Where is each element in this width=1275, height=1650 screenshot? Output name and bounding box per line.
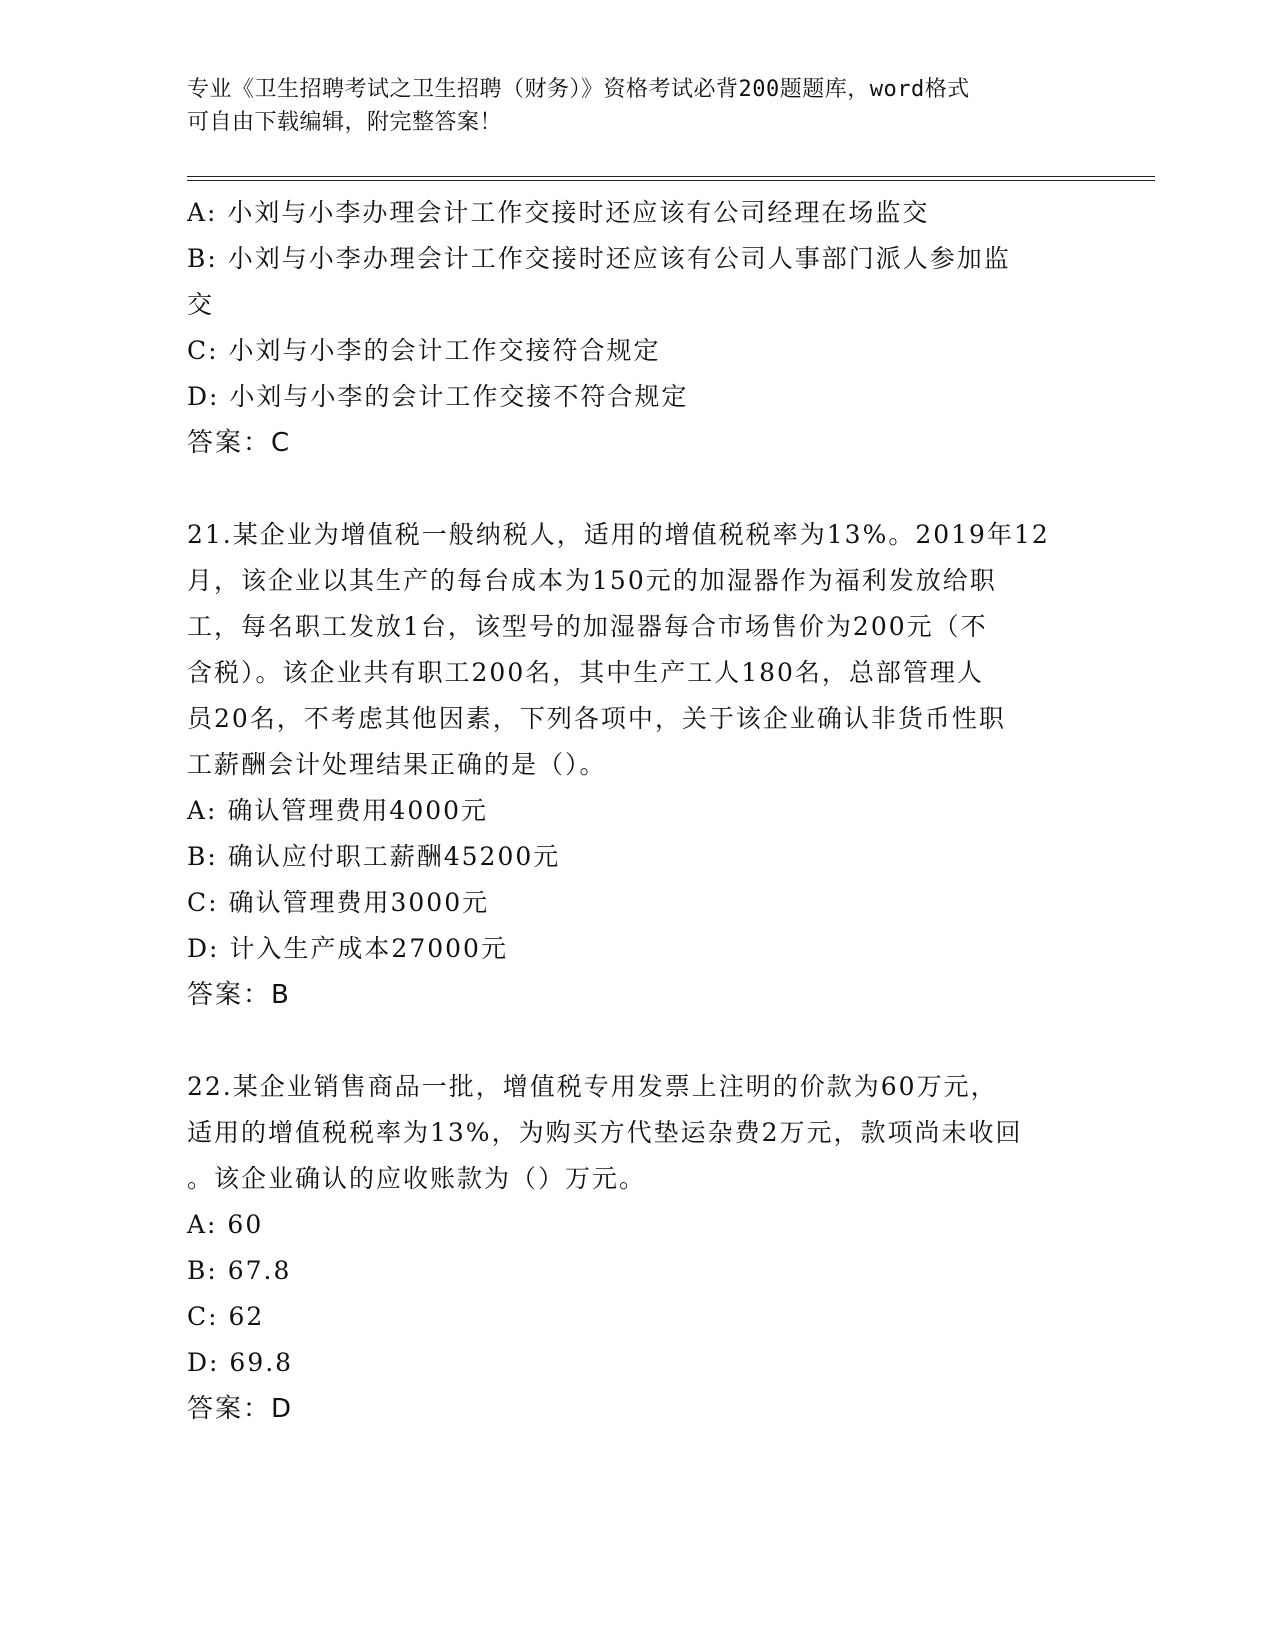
option-d: D: 69.8 — [187, 1348, 294, 1377]
option-d: D: 小刘与小李的会计工作交接不符合规定 — [187, 382, 689, 411]
question-22-block — [187, 1064, 1087, 1432]
option-c: C: 62 — [187, 1302, 265, 1331]
answer-line: 答案：C — [187, 428, 292, 458]
question-stem-line: 。该企业确认的应收账款为（）万元。 — [187, 1164, 647, 1193]
question-20-block — [187, 190, 1087, 466]
header-divider — [187, 176, 1155, 181]
spacer — [187, 1018, 1087, 1064]
question-stem-line: 工薪酬会计处理结果正确的是（）。 — [187, 750, 607, 779]
option-a: A: 确认管理费用4000元 — [187, 796, 489, 825]
header-title-line-1: 专业《卫生招聘考试之卫生招聘（财务）》资格考试必背200题题库，word格式 — [187, 77, 970, 102]
option-b: B: 67.8 — [187, 1256, 292, 1285]
option-d: D: 计入生产成本27000元 — [187, 934, 508, 963]
option-c: C: 小刘与小李的会计工作交接符合规定 — [187, 336, 661, 365]
question-stem-line: 适用的增值税税率为13%，为购买方代垫运杂费2万元，款项尚未收回 — [187, 1118, 1023, 1147]
header-title-line-2: 可自由下载编辑，附完整答案！ — [187, 110, 503, 135]
option-c: C: 确认管理费用3000元 — [187, 888, 490, 917]
question-stem-line: 工，每名职工发放1台，该型号的加湿器每合市场售价为200元（不 — [187, 612, 988, 641]
question-stem-line: 含税）。该企业共有职工200名，其中生产工人180名，总部管理人 — [187, 658, 984, 687]
document-body — [187, 190, 1087, 1432]
spacer — [187, 466, 1087, 512]
option-b: B: 小刘与小李办理会计工作交接时还应该有公司人事部门派人参加监 — [187, 244, 1011, 273]
option-a: A: 60 — [187, 1210, 264, 1239]
question-21-block — [187, 512, 1087, 1018]
question-stem-line: 员20名，不考虑其他因素，下列各项中，关于该企业确认非货币性职 — [187, 704, 1006, 733]
question-stem-line: 22.某企业销售商品一批，增值税专用发票上注明的价款为60万元， — [187, 1072, 998, 1101]
option-b: B: 确认应付职工薪酬45200元 — [187, 842, 561, 871]
question-stem-line: 月，该企业以其生产的每台成本为150元的加湿器作为福利发放给职 — [187, 566, 997, 595]
question-stem-line: 21.某企业为增值税一般纳税人，适用的增值税税率为13%。2019年12 — [187, 520, 1050, 549]
document-header — [187, 73, 1067, 139]
option-b-continued: 交 — [187, 290, 215, 319]
answer-line: 答案：D — [187, 1394, 294, 1424]
option-a: A: 小刘与小李办理会计工作交接时还应该有公司经理在场监交 — [187, 198, 930, 227]
answer-line: 答案：B — [187, 980, 291, 1010]
